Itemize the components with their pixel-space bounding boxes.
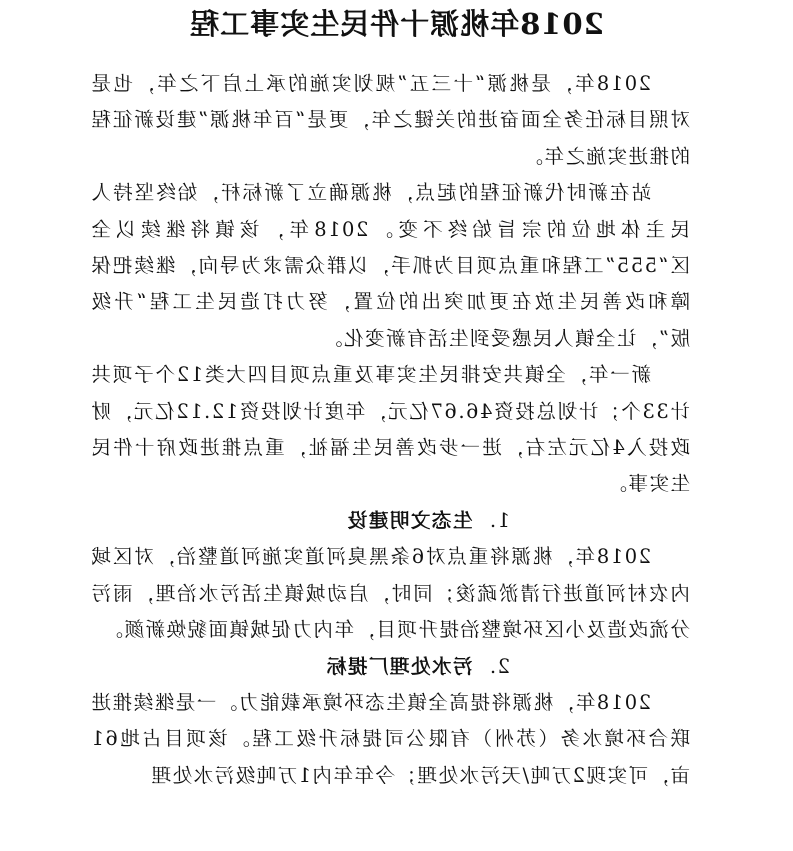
section-paragraph-sewage: 2018年，桃源将提高全镇生态环境承载能力。一是继续推进联合环境水务（苏州）有限公司提标升级工程。该项目占地61亩，可实现2万吨/天污水处理；今年年内1万吨级污水处理 [90,690,690,787]
section-number: 2. [488,654,510,678]
overview-paragraph: 新一年，全镇共安排民生实事及重点项目四大类12个子项共计33个；计划总投资46.67亿元，年度计划投资12.12亿元，财政投入4亿元左右，进一步改善民生福祉，重点推进政府十件民生实事。 [90,363,690,496]
section-heading-sewage [90,649,690,685]
intro-paragraph: 2018年，是桃源“十三五”规划实施的承上启下之年，也是对照目标任务全面奋进的关键之年，更是“百年桃源”建设新征程的推进实施之年。 [90,72,690,168]
page-title: 2018年桃源十件民生实事工程 [189,7,604,41]
section-number: 1. [488,508,510,532]
section-heading-ecology [90,503,690,539]
document-body [90,66,690,794]
section-heading-text: 污水处理厂提标 [325,654,473,678]
section-paragraph-ecology: 2018年，桃源将重点对6条黑臭河道实施河道整治，对区域内农村河道进行清淤疏浚；同时，启动城镇生活污水治理，雨污分流改造及小区环境整治提升项目，年内力促城镇面貌焕新颜。 [90,545,690,642]
context-paragraph: 站在新时代新征程的起点，桃源确立了新标杆，始终坚持人民主体地位的宗旨始终不变。2018年，该镇将继续以全区“555”工程和重点项目为抓手，以群众需求为导向，继续把保障和改善民生放在更加突出的位置，努力打造民生工程“升级版”，让全镇人民感受到生活有新变化。 [90,181,690,350]
section-heading-text: 生态文明建设 [346,508,473,532]
